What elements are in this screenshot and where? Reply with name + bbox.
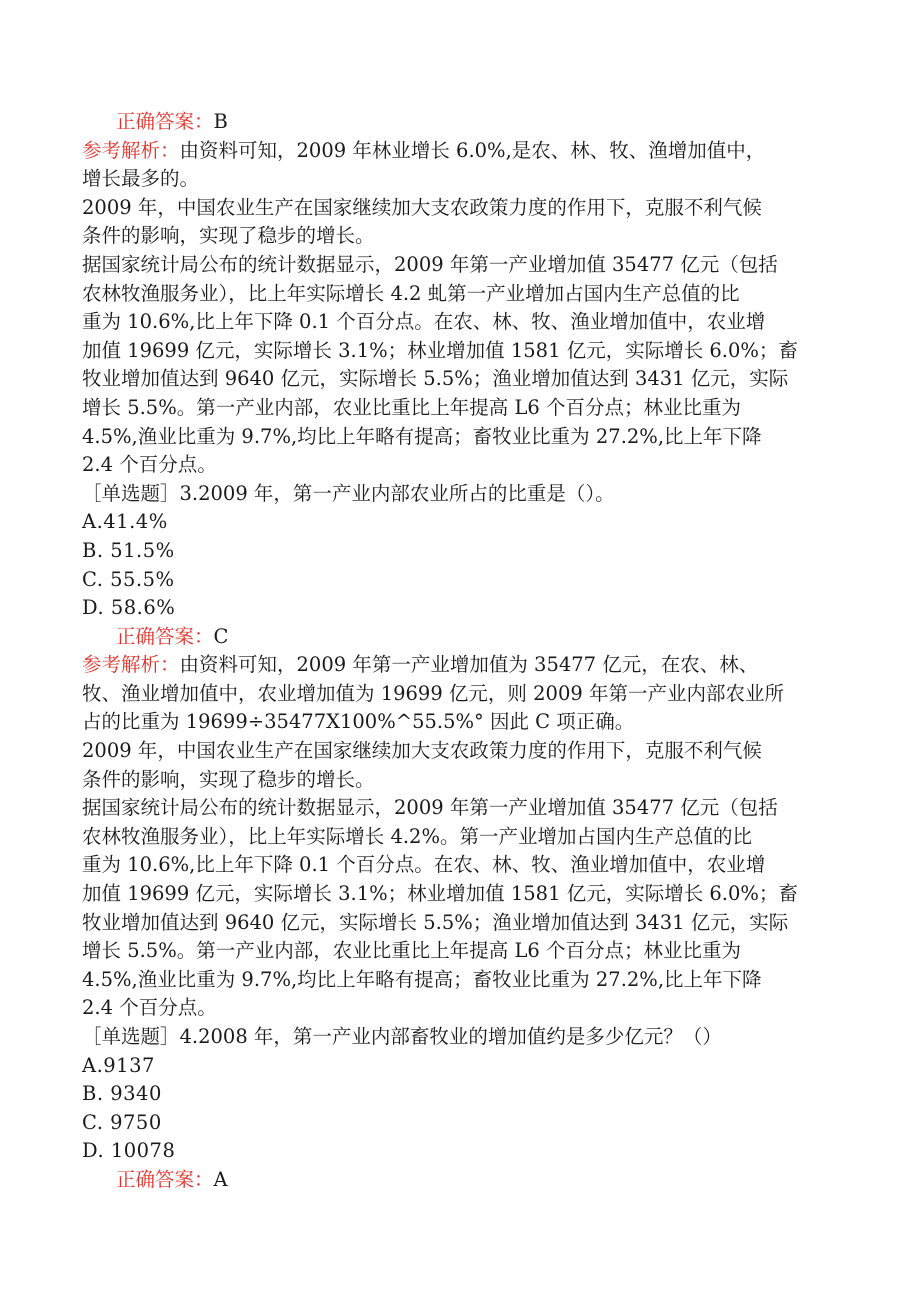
passage-line: 4.5%,渔业比重为 9.7%,均比上年略有提高；畜牧业比重为 27.2%,比上年下降 [82, 424, 762, 448]
answer-label: 正确答案： [116, 110, 214, 133]
option-b[interactable]: B. 9340 [82, 1082, 162, 1106]
analysis-text: 增长最多的。 [82, 167, 200, 191]
option-a[interactable]: A.9137 [82, 1053, 155, 1077]
answer-line [82, 1166, 842, 1195]
option-d[interactable]: D. 58.6% [82, 596, 176, 620]
answer-value: B [213, 110, 228, 133]
analysis-text: 由资料可知，2009 年第一产业增加值为 35477 亿元，在农、林、 [179, 653, 759, 677]
option-a[interactable]: A.41.4% [82, 510, 168, 534]
passage-line: 条件的影响，实现了稳步的增长。 [82, 224, 375, 248]
option-c[interactable]: C. 55.5% [82, 567, 175, 591]
question-title: ［单选题］3.2009 年，第一产业内部农业所占的比重是（）。 [82, 481, 615, 505]
answer-label: 正确答案： [116, 624, 214, 648]
passage-line: 据国家统计局公布的统计数据显示，2009 年第一产业增加值 35477 亿元（包括 [82, 796, 778, 820]
answer-label: 正确答案： [116, 1167, 214, 1191]
document-page [82, 108, 842, 1195]
analysis-line [82, 137, 842, 166]
passage-line: 农林牧渔服务业），比上年实际增长 4.2%。第一产业增加占国内生产总值的比 [82, 824, 752, 848]
answer-line [82, 108, 842, 137]
passage-line: 2.4 个百分点。 [82, 996, 217, 1020]
analysis-text: 占的比重为 19699÷35477X100%^55.5%° 因此 C 项正确。 [82, 710, 635, 734]
option-b[interactable]: B. 51.5% [82, 538, 175, 562]
passage-line: 增长 5.5%。第一产业内部，农业比重比上年提高 L6 个百分点；林业比重为 [82, 939, 741, 963]
question-title: ［单选题］4.2008 年，第一产业内部畜牧业的增加值约是多少亿元？（） [82, 1025, 722, 1048]
passage-line: 条件的影响，实现了稳步的增长。 [82, 767, 375, 791]
passage-line: 2009 年，中国农业生产在国家继续加大支农政策力度的作用下，克服不利气候 [82, 739, 762, 763]
analysis-text: 由资料可知，2009 年林业增长 6.0%,是农、林、牧、渔增加值中， [179, 138, 766, 162]
option-c[interactable]: C. 9750 [82, 1110, 162, 1134]
option-d[interactable]: D. 10078 [82, 1139, 176, 1163]
passage-line: 加值 19699 亿元，实际增长 3.1%；林业增加值 1581 亿元，实际增长 6.0%；畜 [82, 338, 798, 362]
answer-value: A [213, 1167, 228, 1191]
passage-line: 增长 5.5%。第一产业内部，农业比重比上年提高 L6 个百分点；林业比重为 [82, 395, 741, 419]
passage-line: 加值 19699 亿元，实际增长 3.1%；林业增加值 1581 亿元，实际增长 6.0%；畜 [82, 882, 798, 906]
passage-line: 重为 10.6%,比上年下降 0.1 个百分点。在农、林、牧、渔业增加值中，农业增 [82, 310, 766, 334]
passage-line: 农林牧渔服务业），比上年实际增长 4.2 虬第一产业增加占国内生产总值的比 [82, 281, 740, 305]
passage-line: 据国家统计局公布的统计数据显示，2009 年第一产业增加值 35477 亿元（包括 [82, 252, 778, 276]
answer-line [82, 623, 842, 652]
analysis-label: 参考解析： [82, 653, 180, 677]
analysis-text: 牧、渔业增加值中，农业增加值为 19699 亿元，则 2009 年第一产业内部农业所 [82, 681, 784, 705]
passage-line: 2009 年，中国农业生产在国家继续加大支农政策力度的作用下，克服不利气候 [82, 195, 762, 219]
passage-line: 4.5%,渔业比重为 9.7%,均比上年略有提高；畜牧业比重为 27.2%,比上年下降 [82, 967, 762, 991]
passage-line: 2.4 个百分点。 [82, 453, 217, 477]
passage-line: 重为 10.6%,比上年下降 0.1 个百分点。在农、林、牧、渔业增加值中，农业增 [82, 853, 766, 877]
passage-line: 牧业增加值达到 9640 亿元，实际增长 5.5%；渔业增加值达到 3431 亿元，实际 [82, 910, 789, 934]
answer-value: C [213, 624, 229, 648]
analysis-line [82, 651, 842, 680]
passage-line: 牧业增加值达到 9640 亿元，实际增长 5.5%；渔业增加值达到 3431 亿元，实际 [82, 367, 789, 391]
analysis-label: 参考解析： [82, 138, 180, 162]
